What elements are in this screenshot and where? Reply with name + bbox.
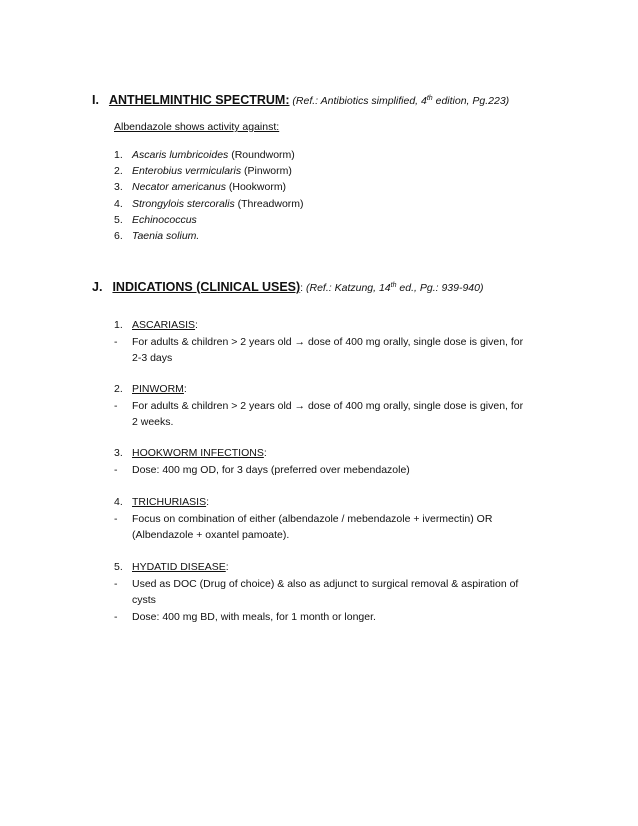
- indication-title: ASCARIASIS:: [132, 319, 198, 331]
- indication-title: HYDATID DISEASE:: [132, 561, 229, 573]
- bullet-dash: -: [114, 463, 118, 476]
- bullet-dash: -: [114, 610, 118, 623]
- indication-text: Dose: 400 mg OD, for 3 days (preferred over mebendazole): [132, 463, 410, 476]
- intro-text: Albendazole shows activity against:: [114, 121, 280, 133]
- bullet-dash: -: [114, 399, 118, 412]
- indication-text: For adults & children > 2 years old → dose of 400 mg orally, single dose is given, for: [132, 335, 524, 348]
- list-number: 4.: [114, 197, 123, 210]
- section-title: ANTHELMINTHIC SPECTRUM:: [108, 93, 290, 107]
- list-item: Necator americanus (Hookworm): [132, 181, 287, 194]
- list-item: Ascaris lumbricoides (Roundworm): [132, 149, 295, 161]
- list-number: 5.: [114, 561, 123, 573]
- indication-text: For adults & children > 2 years old → dose of 400 mg orally, single dose is given, for: [132, 399, 524, 412]
- list-number: 4.: [114, 496, 123, 508]
- reference: (Ref.: Antibiotics simplified, 4th edition, Pg.223): [292, 95, 510, 107]
- list-number: 2.: [114, 165, 123, 178]
- section-number: I.: [92, 93, 99, 107]
- indication-text: 2 weeks.: [132, 416, 174, 428]
- list-number: 3.: [114, 181, 123, 194]
- list-item: Echinococcus: [132, 213, 197, 226]
- list-item: Taenia solium.: [132, 230, 200, 242]
- indication-text: 2-3 days: [132, 352, 173, 364]
- list-number: 2.: [114, 383, 123, 395]
- indication-title: PINWORM:: [132, 383, 187, 395]
- indication-text: Focus on combination of either (albendazole / mebendazole + ivermectin) OR: [132, 512, 493, 525]
- list-number: 1.: [114, 149, 123, 161]
- bullet-dash: -: [114, 512, 118, 525]
- section-number: J.: [92, 280, 103, 294]
- section-title: INDICATIONS (CLINICAL USES): [112, 280, 301, 294]
- indication-text: Used as DOC (Drug of choice) & also as adjunct to surgical removal & aspiration of: [132, 577, 519, 590]
- bullet-dash: -: [114, 335, 118, 348]
- indication-text: cysts: [132, 594, 156, 606]
- list-number: 3.: [114, 447, 123, 459]
- list-number: 1.: [114, 319, 123, 331]
- indication-text: (Albendazole + oxantel pamoate).: [132, 529, 290, 541]
- indication-title: TRICHURIASIS:: [132, 496, 210, 508]
- list-number: 6.: [114, 230, 123, 242]
- list-item: Enterobius vermicularis (Pinworm): [132, 165, 292, 178]
- section-j-heading: [92, 280, 483, 295]
- reference: : (Ref.: Katzung, 14th ed., Pg.: 939-940): [300, 282, 484, 294]
- list-number: 5.: [114, 213, 123, 226]
- indication-title: HOOKWORM INFECTIONS:: [132, 447, 267, 459]
- bullet-dash: -: [114, 577, 118, 590]
- indication-text: Dose: 400 mg BD, with meals, for 1 month or longer.: [132, 610, 376, 623]
- list-item: Strongylois stercoralis (Threadworm): [132, 197, 304, 210]
- section-i-heading: [92, 93, 509, 108]
